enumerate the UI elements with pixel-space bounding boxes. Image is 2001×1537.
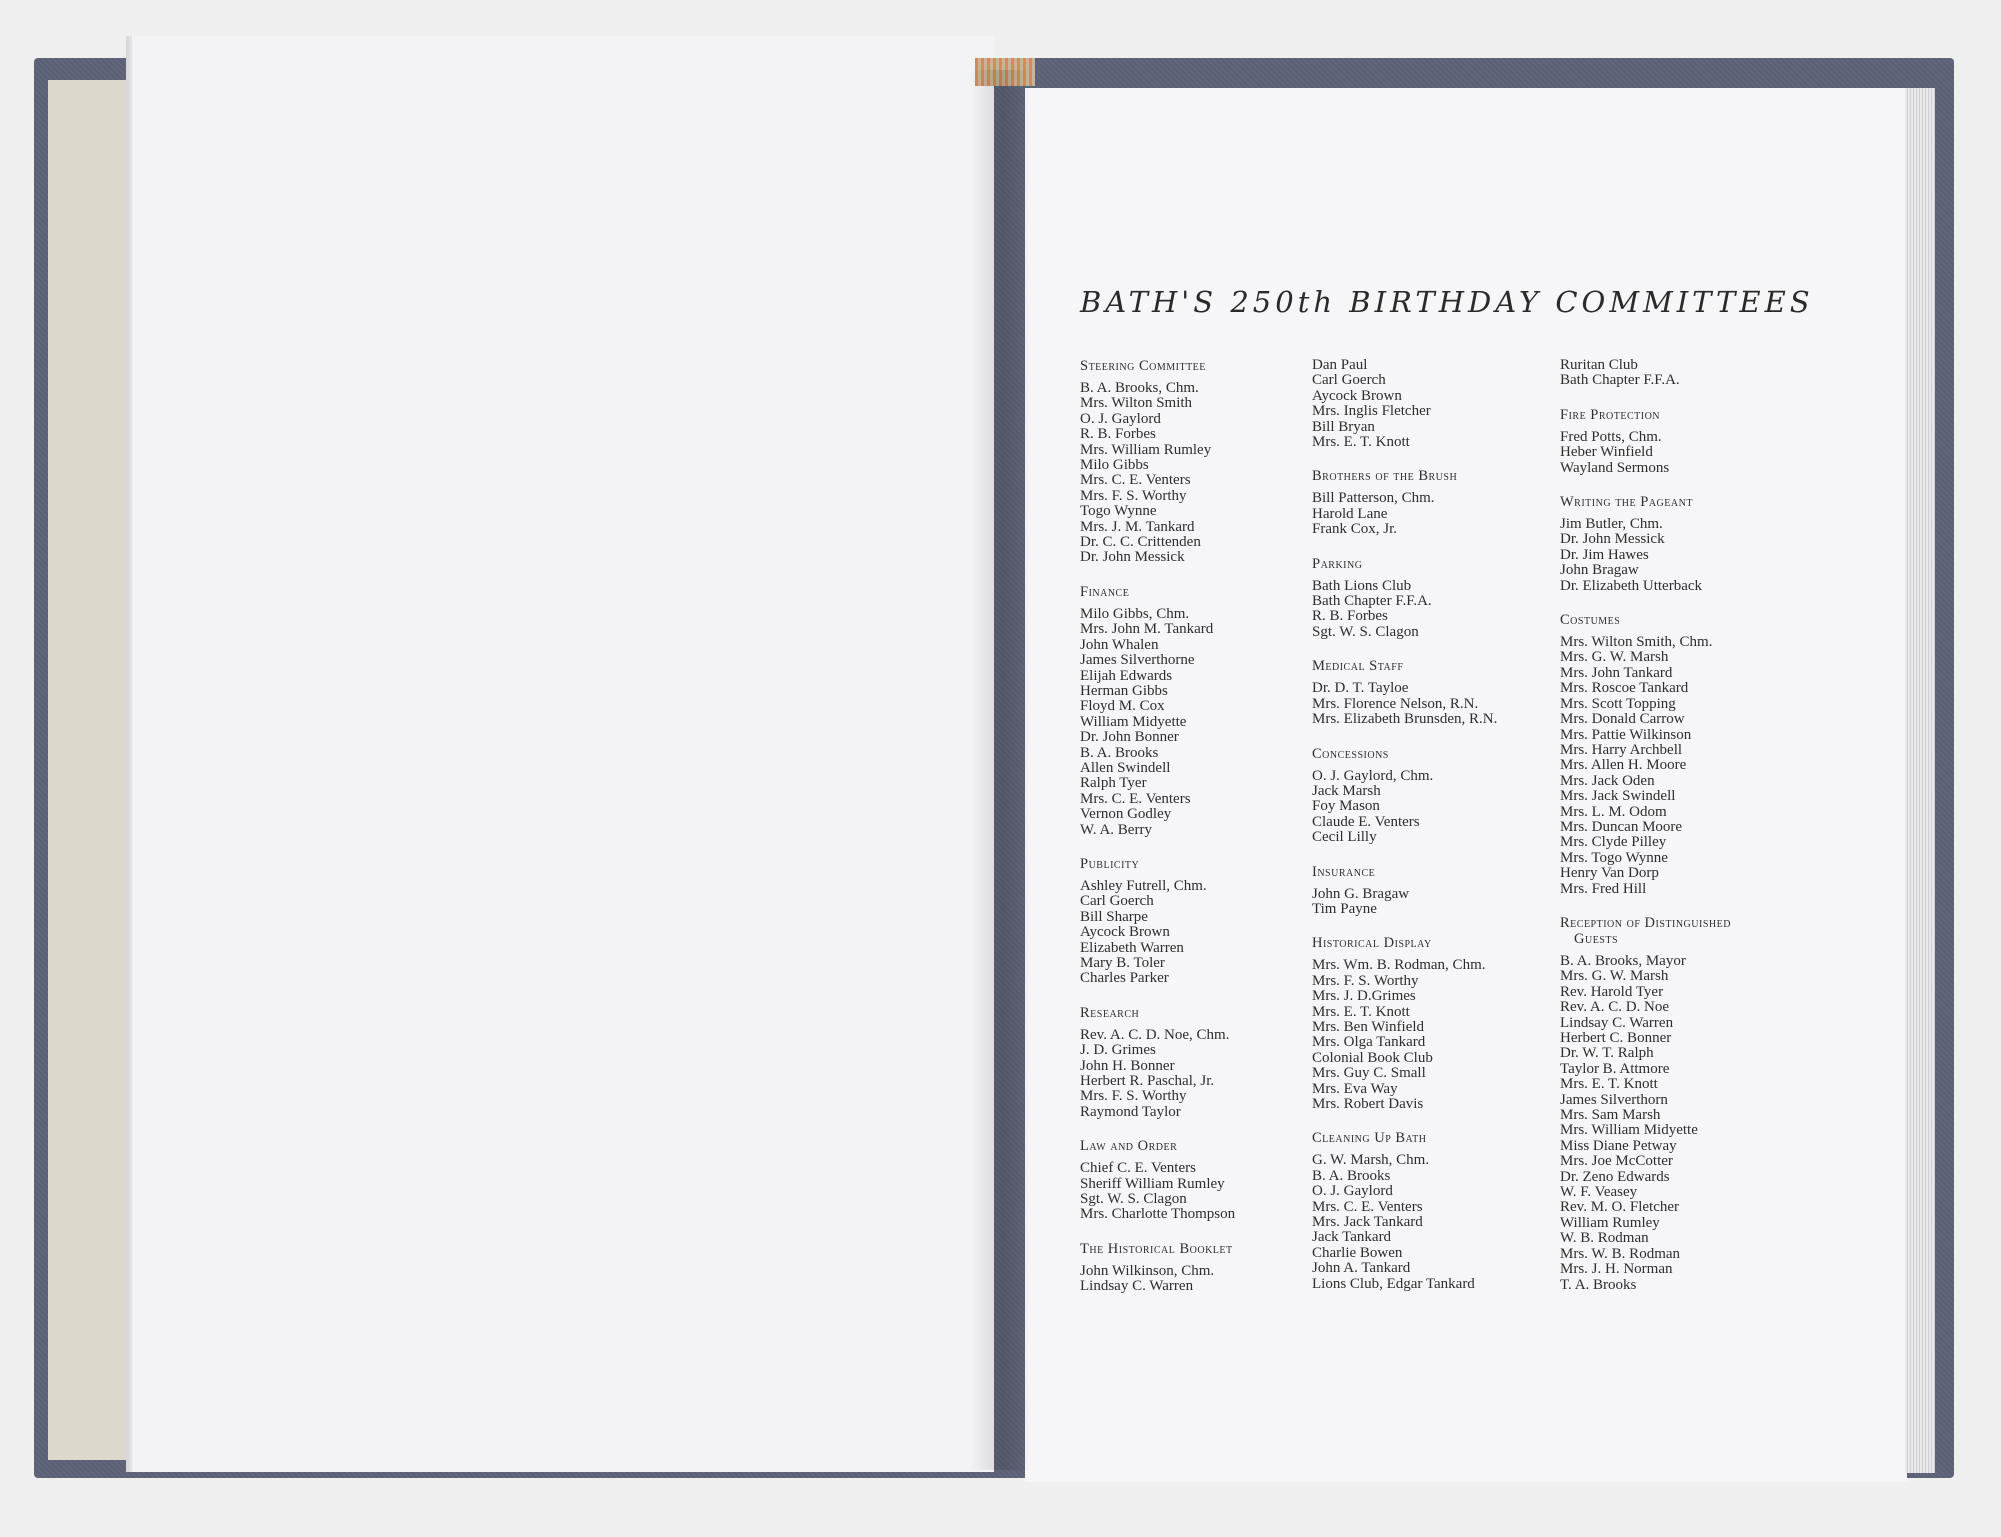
committee-member: O. J. Gaylord xyxy=(1312,1183,1393,1200)
committee-member: Taylor B. Attmore xyxy=(1560,1060,1670,1077)
committee-member: John A. Tankard xyxy=(1312,1260,1411,1277)
committee-member: Floyd M. Cox xyxy=(1080,698,1165,715)
committee-member: Vernon Godley xyxy=(1080,806,1172,823)
committee-title-text: Medical Staff xyxy=(1312,658,1404,675)
committee-member: B. A. Brooks xyxy=(1312,1167,1391,1184)
committee-member: Dr. Elizabeth Utterback xyxy=(1560,577,1703,594)
committee-member: Mrs. J. H. Norman xyxy=(1560,1261,1673,1278)
committee-member: Bath Lions Club xyxy=(1312,577,1412,594)
committee-group xyxy=(1560,494,1805,594)
committee-title xyxy=(1080,856,1315,872)
page-title: BATH'S 250th BIRTHDAY COMMITTEES xyxy=(1080,285,1814,319)
committee-member: Bill Patterson, Chm. xyxy=(1312,490,1435,507)
committee-member: Bill Bryan xyxy=(1312,418,1375,435)
committee-member: G. W. Marsh, Chm. xyxy=(1312,1152,1430,1169)
committee-member: Elijah Edwards xyxy=(1080,667,1173,684)
committee-member: Ralph Tyer xyxy=(1080,775,1147,792)
committee-column-3 xyxy=(1560,358,1805,1311)
committee-title xyxy=(1312,935,1547,951)
committee-member: Rev. Harold Tyer xyxy=(1560,983,1664,1000)
committee-member: Elizabeth Warren xyxy=(1080,939,1184,956)
committee-member: Mrs. Fred Hill xyxy=(1560,880,1647,897)
committee-member: Mrs. Harry Archbell xyxy=(1560,741,1683,758)
committee-member: Mrs. Sam Marsh xyxy=(1560,1107,1661,1124)
committee-member: Charles Parker xyxy=(1080,970,1169,987)
committee-member: Mrs. Donald Carrow xyxy=(1560,711,1685,728)
committee-group xyxy=(1312,556,1547,641)
committee-member: Jack Tankard xyxy=(1312,1229,1392,1246)
committee-member: Mrs. Joe McCotter xyxy=(1560,1153,1673,1170)
committee-member: Bath Chapter F.F.A. xyxy=(1312,593,1432,610)
committee-title-text: Costumes xyxy=(1560,612,1621,629)
committee-title-text: Reception of Distinguished xyxy=(1560,914,1731,931)
committee-member: Mrs. William Rumley xyxy=(1080,441,1212,458)
committee-member: W. B. Rodman xyxy=(1560,1230,1649,1247)
committee-title-text: Insurance xyxy=(1312,863,1376,880)
committee-member: Fred Potts, Chm. xyxy=(1560,428,1662,445)
committee-member: Mrs. Wilton Smith xyxy=(1080,395,1193,412)
committee-member: Bill Sharpe xyxy=(1080,908,1148,925)
committee-member: Mrs. Wilton Smith, Chm. xyxy=(1560,634,1713,651)
committee-member: Mrs. John M. Tankard xyxy=(1080,621,1214,638)
committee-member: Mrs. G. W. Marsh xyxy=(1560,649,1669,666)
committee-title xyxy=(1312,746,1547,762)
committee-title xyxy=(1080,1005,1315,1021)
committee-title xyxy=(1080,584,1315,600)
committee-title-text: Historical Display xyxy=(1312,935,1432,952)
committee-member: Mrs. W. B. Rodman xyxy=(1560,1245,1681,1262)
committee-member: Mrs. C. E. Venters xyxy=(1080,472,1191,489)
committee-group xyxy=(1560,358,1805,389)
committee-member: John G. Bragaw xyxy=(1312,885,1410,902)
committee-member: Mrs. Duncan Moore xyxy=(1560,818,1683,835)
committee-member: Mrs. Wm. B. Rodman, Chm. xyxy=(1312,957,1486,974)
committee-column-2 xyxy=(1312,358,1547,1310)
committee-member: Dr. John Messick xyxy=(1560,531,1665,548)
committee-group xyxy=(1312,358,1547,450)
committee-title xyxy=(1560,612,1805,628)
committee-group xyxy=(1080,1241,1315,1295)
committee-title xyxy=(1312,468,1547,484)
committee-member: Mrs. C. E. Venters xyxy=(1080,790,1191,807)
committee-member: Lindsay C. Warren xyxy=(1080,1278,1194,1295)
committee-member: Bath Chapter F.F.A. xyxy=(1560,372,1680,389)
committee-member: Allen Swindell xyxy=(1080,759,1171,776)
committee-member: Milo Gibbs xyxy=(1080,457,1149,474)
committee-member: Claude E. Venters xyxy=(1312,813,1420,830)
committee-member: Mrs. F. S. Worthy xyxy=(1312,972,1419,989)
committee-member: Mrs. Clyde Pilley xyxy=(1560,834,1667,851)
committee-member: Mrs. Guy C. Small xyxy=(1312,1065,1426,1082)
committee-title xyxy=(1312,658,1547,674)
committee-member: Mary B. Toler xyxy=(1080,955,1165,971)
committee-title-text: Steering Committee xyxy=(1080,358,1206,374)
committee-member: Mrs. E. T. Knott xyxy=(1560,1076,1658,1093)
committee-member: Mrs. J. M. Tankard xyxy=(1080,518,1195,535)
committee-title xyxy=(1080,1138,1315,1154)
committee-group xyxy=(1080,1138,1315,1223)
committee-member: Sgt. W. S. Clagon xyxy=(1080,1191,1187,1208)
committee-member: Mrs. Elizabeth Brunsden, R.N. xyxy=(1312,711,1498,728)
committee-group xyxy=(1312,864,1547,918)
committee-group xyxy=(1312,658,1547,727)
committee-group xyxy=(1560,612,1805,897)
committee-member: Mrs. Jack Oden xyxy=(1560,772,1655,789)
committee-member: Rev. A. C. D. Noe, Chm. xyxy=(1080,1026,1230,1043)
committee-member: W. A. Berry xyxy=(1080,821,1152,838)
committee-title-text: Parking xyxy=(1312,555,1363,572)
committee-member: James Silverthorne xyxy=(1080,652,1195,669)
committee-member: Togo Wynne xyxy=(1080,503,1157,520)
committee-member: Mrs. Eva Way xyxy=(1312,1080,1398,1097)
committee-title-text: Publicity xyxy=(1080,855,1140,872)
committee-member: Dr. D. T. Tayloe xyxy=(1312,680,1409,697)
committee-member: Miss Diane Petway xyxy=(1560,1137,1677,1154)
committee-title xyxy=(1560,494,1805,510)
committee-member: Jim Butler, Chm. xyxy=(1560,516,1663,533)
committee-member: Mrs. John Tankard xyxy=(1560,664,1673,681)
committee-group xyxy=(1312,1130,1547,1292)
left-page-blank xyxy=(132,36,994,1472)
committee-member: Dr. Jim Hawes xyxy=(1560,546,1649,563)
committee-group xyxy=(1080,358,1315,566)
committee-group xyxy=(1312,935,1547,1112)
committee-member: Tim Payne xyxy=(1312,900,1377,917)
committee-member: Mrs. Ben Winfield xyxy=(1312,1018,1425,1035)
committee-member: Mrs. F. S. Worthy xyxy=(1080,1088,1187,1105)
committee-member: John H. Bonner xyxy=(1080,1057,1175,1074)
committee-member: Mrs. Jack Swindell xyxy=(1560,788,1676,805)
committee-member: Ruritan Club xyxy=(1560,357,1638,373)
committee-member: Herbert R. Paschal, Jr. xyxy=(1080,1073,1215,1090)
committee-member: Mrs. L. M. Odom xyxy=(1560,803,1667,820)
committee-member: Harold Lane xyxy=(1312,505,1388,522)
committee-member: Mrs. C. E. Venters xyxy=(1312,1198,1423,1215)
committee-group xyxy=(1560,407,1805,476)
committee-member: James Silverthorn xyxy=(1560,1091,1668,1108)
committee-member: Mrs. Allen H. Moore xyxy=(1560,757,1687,774)
committee-member: B. A. Brooks, Mayor xyxy=(1560,952,1686,969)
committee-member: John Wilkinson, Chm. xyxy=(1080,1262,1215,1279)
committee-member: T. A. Brooks xyxy=(1560,1276,1637,1293)
committee-title-text: Fire Protection xyxy=(1560,406,1661,423)
committee-member: Aycock Brown xyxy=(1312,387,1402,404)
committee-member: Mrs. E. T. Knott xyxy=(1312,1003,1410,1020)
committee-group xyxy=(1080,584,1315,838)
committee-title-text: The Historical Booklet xyxy=(1080,1240,1233,1257)
committee-title xyxy=(1560,915,1805,947)
committee-member: Mrs. Jack Tankard xyxy=(1312,1214,1423,1231)
committee-member: Mrs. Robert Davis xyxy=(1312,1096,1424,1112)
committee-member: Cecil Lilly xyxy=(1312,829,1377,846)
committee-member: Henry Van Dorp xyxy=(1560,865,1659,882)
committee-title xyxy=(1312,864,1547,880)
committee-member: Chief C. E. Venters xyxy=(1080,1160,1196,1177)
committee-member: Wayland Sermons xyxy=(1560,459,1670,476)
committee-member: Mrs. G. W. Marsh xyxy=(1560,968,1669,985)
committee-member: William Rumley xyxy=(1560,1214,1660,1231)
committee-member: O. J. Gaylord xyxy=(1080,410,1161,427)
committee-member: Frank Cox, Jr. xyxy=(1312,521,1398,538)
committee-member: Mrs. Togo Wynne xyxy=(1560,849,1668,866)
committee-member: Herbert C. Bonner xyxy=(1560,1030,1672,1046)
committee-member: Mrs. Pattie Wilkinson xyxy=(1560,726,1692,743)
committee-member: Aycock Brown xyxy=(1080,924,1170,941)
committee-member: R. B. Forbes xyxy=(1080,426,1156,443)
committee-member: Dr. John Messick xyxy=(1080,549,1185,566)
committee-member: Rev. M. O. Fletcher xyxy=(1560,1199,1680,1216)
committee-member: Raymond Taylor xyxy=(1080,1103,1181,1120)
committee-member: Mrs. F. S. Worthy xyxy=(1080,487,1187,504)
committee-member: Mrs. Scott Topping xyxy=(1560,695,1676,712)
committee-member: Dan Paul xyxy=(1312,357,1368,373)
committee-member: B. A. Brooks, Chm. xyxy=(1080,380,1199,396)
committee-title-text: Writing the Pageant xyxy=(1560,494,1693,511)
committee-member: Foy Mason xyxy=(1312,798,1380,815)
committee-member: Dr. John Bonner xyxy=(1080,729,1179,746)
committee-member: Carl Goerch xyxy=(1080,893,1154,910)
committee-member: Colonial Book Club xyxy=(1312,1049,1433,1066)
committee-title-text: Law and Order xyxy=(1080,1138,1178,1155)
committee-member: Dr. Zeno Edwards xyxy=(1560,1168,1670,1185)
committee-title xyxy=(1560,407,1805,423)
committee-member: John Bragaw xyxy=(1560,562,1639,579)
committee-title xyxy=(1312,556,1547,572)
committee-title-text: Brothers of the Brush xyxy=(1312,468,1458,485)
committee-member: Milo Gibbs, Chm. xyxy=(1080,605,1190,622)
committee-title-text: Concessions xyxy=(1312,745,1389,762)
committee-member: B. A. Brooks xyxy=(1080,744,1159,761)
committee-title-continuation: Guests xyxy=(1574,930,1619,947)
committee-column-1 xyxy=(1080,358,1315,1313)
committee-member: Charlie Bowen xyxy=(1312,1244,1403,1261)
page-edges xyxy=(1905,88,1935,1473)
committee-group xyxy=(1080,1005,1315,1120)
committee-member: Heber Winfield xyxy=(1560,444,1653,461)
committee-member: Mrs. Roscoe Tankard xyxy=(1560,680,1689,697)
committee-group xyxy=(1080,856,1315,987)
committee-member: Mrs. Olga Tankard xyxy=(1312,1034,1426,1051)
committee-member: Jack Marsh xyxy=(1312,782,1381,799)
committee-member: Mrs. Inglis Fletcher xyxy=(1312,403,1431,420)
committee-title-text: Research xyxy=(1080,1004,1140,1021)
committee-title xyxy=(1312,1130,1547,1146)
committee-title-text: Finance xyxy=(1080,583,1130,600)
committee-member: Dr. C. C. Crittenden xyxy=(1080,534,1201,551)
committee-member: Mrs. William Midyette xyxy=(1560,1122,1698,1139)
committee-member: O. J. Gaylord, Chm. xyxy=(1312,767,1434,784)
committee-member: Rev. A. C. D. Noe xyxy=(1560,999,1670,1016)
committee-member: Sheriff William Rumley xyxy=(1080,1175,1225,1192)
committee-title xyxy=(1080,1241,1315,1257)
committee-title-text: Cleaning Up Bath xyxy=(1312,1130,1427,1147)
committee-member: W. F. Veasey xyxy=(1560,1184,1638,1201)
committee-member: Lindsay C. Warren xyxy=(1560,1014,1674,1031)
committee-group xyxy=(1312,746,1547,846)
committee-member: William Midyette xyxy=(1080,713,1187,730)
committee-member: Herman Gibbs xyxy=(1080,682,1168,699)
committee-member: Lions Club, Edgar Tankard xyxy=(1312,1275,1475,1292)
committee-member: Sgt. W. S. Clagon xyxy=(1312,623,1419,640)
committee-title xyxy=(1080,358,1315,374)
committee-member: Mrs. Florence Nelson, R.N. xyxy=(1312,695,1479,712)
committee-member: R. B. Forbes xyxy=(1312,608,1388,625)
committee-member: Dr. W. T. Ralph xyxy=(1560,1045,1654,1062)
committee-member: Mrs. E. T. Knott xyxy=(1312,434,1410,451)
committee-member: J. D. Grimes xyxy=(1080,1042,1156,1059)
committee-group xyxy=(1560,915,1805,1293)
committee-member: Mrs. Charlotte Thompson xyxy=(1080,1206,1236,1223)
committee-member: John Whalen xyxy=(1080,636,1159,653)
committee-member: Mrs. J. D.Grimes xyxy=(1312,988,1416,1005)
committee-member: Ashley Futrell, Chm. xyxy=(1080,877,1207,894)
spine-gutter xyxy=(970,70,1030,1470)
committee-member: Carl Goerch xyxy=(1312,372,1386,389)
committee-group xyxy=(1312,468,1547,537)
